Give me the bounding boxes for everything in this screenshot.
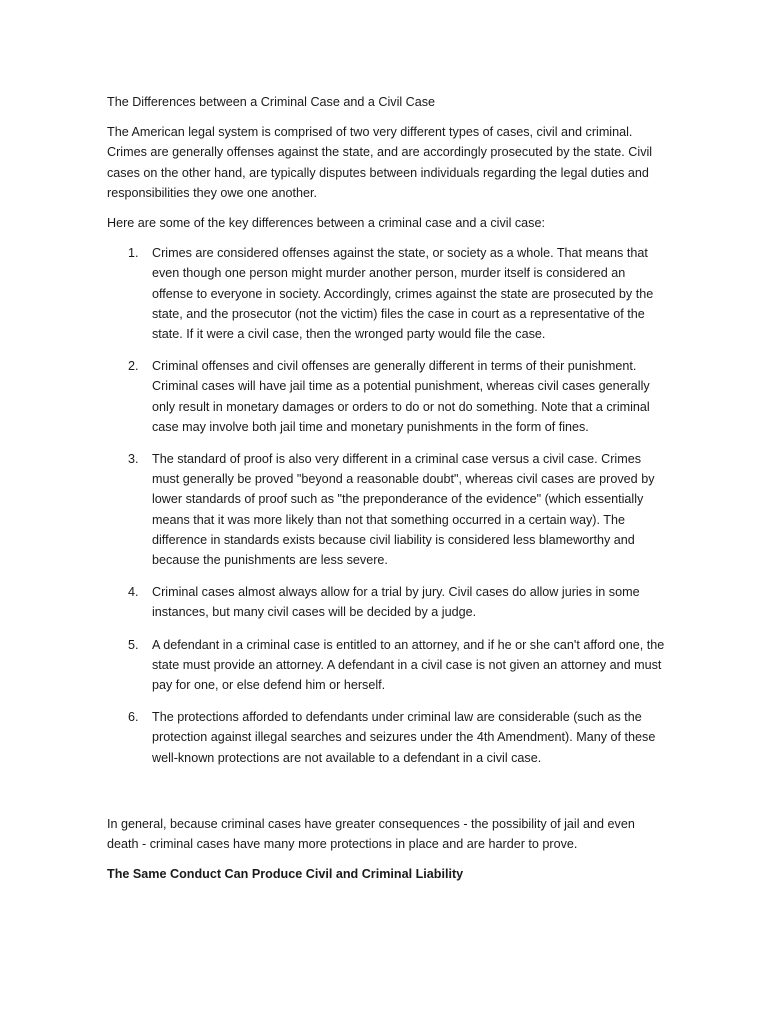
list-item-number: 1.	[128, 246, 139, 261]
list-item-number: 4.	[128, 585, 139, 600]
list-item-number: 5.	[128, 637, 139, 652]
list-item-number: 2.	[128, 359, 139, 374]
list-intro-paragraph: Here are some of the key differences between a criminal case and a civil case:	[107, 216, 545, 231]
list-item-text: The standard of proof is also very different in a criminal case versus a civil case. Crimes must generally be proved "beyond a reasonable doubt", whereas civil cases are proved by lower standards of proof such as "the preponderance of the evidence" (which essentially means that it was more likely than not that something occurred in a certain way). The difference in standards exists because civil liability is considered less blameworthy and because the punishments are less severe.	[152, 452, 655, 568]
intro-paragraph: The American legal system is comprised of two very different types of cases, civil and criminal. Crimes are generally offenses against the state, and are accordingly prosecuted by the state. Civil cases on the other hand, are typically disputes between individuals regarding the legal duties and responsibilities they owe one another.	[107, 125, 653, 200]
list-item-text: Crimes are considered offenses against the state, or society as a whole. That means that even though one person might murder another person, murder itself is considered an offense to everyone in society. Accordingly, crimes against the state are prosecuted by the state, and the prosecutor (not the victim) files the case in court as a representative of the state. If it were a civil case, then the wronged party would file the case.	[152, 246, 654, 342]
differences-list	[107, 243, 667, 768]
list-item	[107, 707, 667, 768]
list-item	[107, 449, 667, 570]
list-item-text: Criminal cases almost always allow for a trial by jury. Civil cases do allow juries in some instances, but many civil cases will be decided by a judge.	[152, 585, 640, 620]
section-heading: The Same Conduct Can Produce Civil and Criminal Liability	[107, 867, 464, 882]
list-item	[107, 243, 667, 344]
document-body	[107, 92, 667, 885]
list-item	[107, 582, 667, 622]
list-item-text: Criminal offenses and civil offenses are generally different in terms of their punishment. Criminal cases will have jail time as a potential punishment, whereas civil cases generally only result in monetary damages or orders to do or not do something. Note that a criminal case may involve both jail time and monetary punishments in the form of fines.	[152, 359, 650, 434]
paragraph-spacer	[107, 780, 667, 814]
list-item-number: 3.	[128, 452, 139, 467]
list-item-text: The protections afforded to defendants under criminal law are considerable (such as the protection against illegal searches and seizures under the 4th Amendment). Many of these well-known protections are not available to a defendant in a civil case.	[152, 710, 656, 765]
list-item-text: A defendant in a criminal case is entitled to an attorney, and if he or she can't afford one, the state must provide an attorney. A defendant in a civil case is not given an attorney and must pay for one, or else defend him or herself.	[152, 637, 665, 693]
conclusion-paragraph: In general, because criminal cases have greater consequences - the possibility of jail and even death - criminal cases have many more protections in place and are harder to prove.	[107, 816, 635, 852]
list-item	[107, 635, 667, 696]
document-title: The Differences between a Criminal Case and a Civil Case	[107, 95, 436, 109]
list-item-number: 6.	[128, 710, 139, 725]
list-item	[107, 356, 667, 437]
